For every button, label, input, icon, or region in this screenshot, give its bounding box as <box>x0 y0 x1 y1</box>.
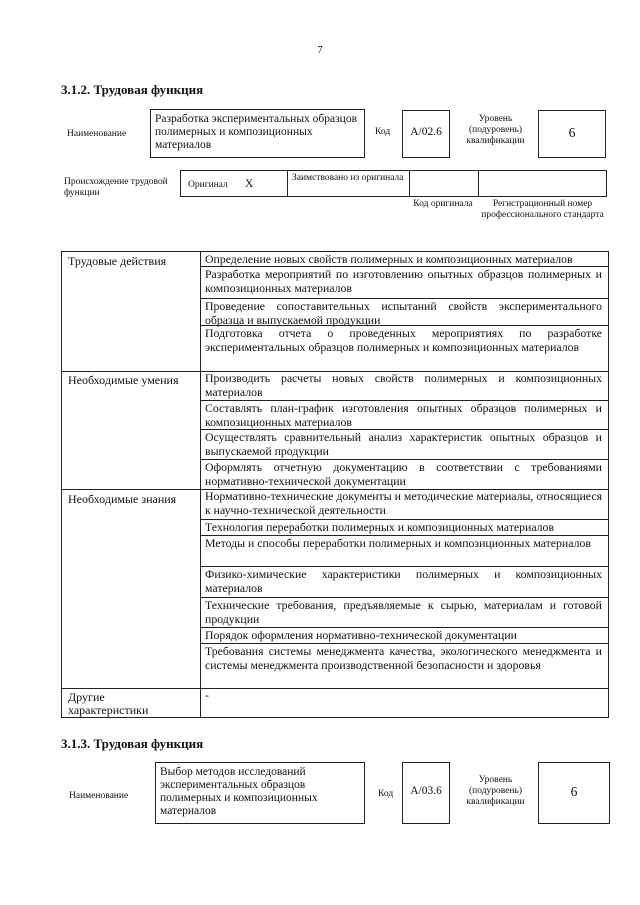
knowledge-row: Порядок оформления нормативно-технической документации <box>201 627 608 643</box>
code-label-2: Код <box>378 789 394 799</box>
original-label: Оригинал <box>188 180 228 190</box>
level-label: Уровень (подуровень) квалификации <box>466 114 525 146</box>
code-label: Код <box>375 127 391 137</box>
origin-divider-1 <box>287 171 288 196</box>
page-number: 7 <box>317 44 323 56</box>
origin-divider-3 <box>478 171 479 196</box>
actions-label: Трудовые действия <box>68 254 167 268</box>
skill-row: Оформлять отчетную документацию в соответствии с требованиями нормативно-технической документации <box>201 459 608 489</box>
level-label-2: Уровень (подуровень) квалификации <box>466 775 525 807</box>
origin-label: Происхождение трудовой функции <box>64 177 168 198</box>
skill-row: Составлять план-график изготовления опытных образцов полимерных и композиционных материалов <box>201 400 608 429</box>
level-value-box: 6 <box>538 110 606 158</box>
reg-number-label: Регистрационный номер профессионального стандарта <box>481 199 604 220</box>
action-row: Проведение сопоставительных испытаний свойств экспериментального образца и выпускаемой продукции <box>201 298 608 325</box>
knowledge-row: Требования системы менеджмента качества, экологического менеджмента и системы менеджмента производственной безопасности и здоровья <box>201 643 608 688</box>
action-row: Разработка мероприятий по изготовлению опытных образцов полимерных и композиционных материалов <box>201 266 608 298</box>
knowledge-row: Нормативно-технические документы и методические материалы, относящиеся к научно-технической деятельности <box>205 489 602 517</box>
knowledge-label: Необходимые знания <box>68 492 177 506</box>
skill-row: Производить расчеты новых свойств полимерных и композиционных материалов <box>205 371 602 399</box>
section-heading-3-1-2: 3.1.2. Трудовая функция <box>61 82 204 97</box>
code-value-box-2: А/03.6 <box>402 762 450 824</box>
function-name-box: Разработка экспериментальных образцов полимерных и композиционных материалов <box>150 109 365 158</box>
original-mark: X <box>245 178 254 190</box>
knowledge-row: Технология переработки полимерных и композиционных материалов <box>201 519 608 535</box>
section-heading-3-1-3: 3.1.3. Трудовая функция <box>61 736 204 751</box>
knowledge-row: Технические требования, предъявляемые к сырью, материалам и готовой продукции <box>201 597 608 627</box>
other-value: - <box>205 688 209 702</box>
code-value-box: А/02.6 <box>402 110 450 158</box>
function-name-box-2: Выбор методов исследований экспериментальных образцов полимерных и композиционных материалов <box>155 762 365 824</box>
knowledge-row: Методы и способы переработки полимерных и композиционных материалов <box>201 535 608 566</box>
origin-table <box>180 170 607 197</box>
other-label: Другие характеристики <box>68 690 149 717</box>
skills-label: Необходимые умения <box>68 373 179 387</box>
function-details-table <box>61 251 609 718</box>
skill-row: Осуществлять сравнительный анализ характеристик опытных образцов и выпускаемой продукции <box>201 429 608 459</box>
name-label: Наименование <box>67 129 127 139</box>
action-row: Определение новых свойств полимерных и композиционных материалов <box>205 252 573 266</box>
code-original-label: Код оригинала <box>413 199 473 209</box>
borrowed-label: Заимствовано из оригинала <box>292 173 404 183</box>
knowledge-row: Физико-химические характеристики полимерных и композиционных материалов <box>201 566 608 597</box>
action-row: Подготовка отчета о проведенных мероприятиях по разработке экспериментальных образцов полимерных и композиционных материалов <box>201 325 608 371</box>
name-label-2: Наименование <box>69 791 129 801</box>
level-value-box-2: 6 <box>538 762 610 824</box>
origin-divider-2 <box>409 171 410 196</box>
